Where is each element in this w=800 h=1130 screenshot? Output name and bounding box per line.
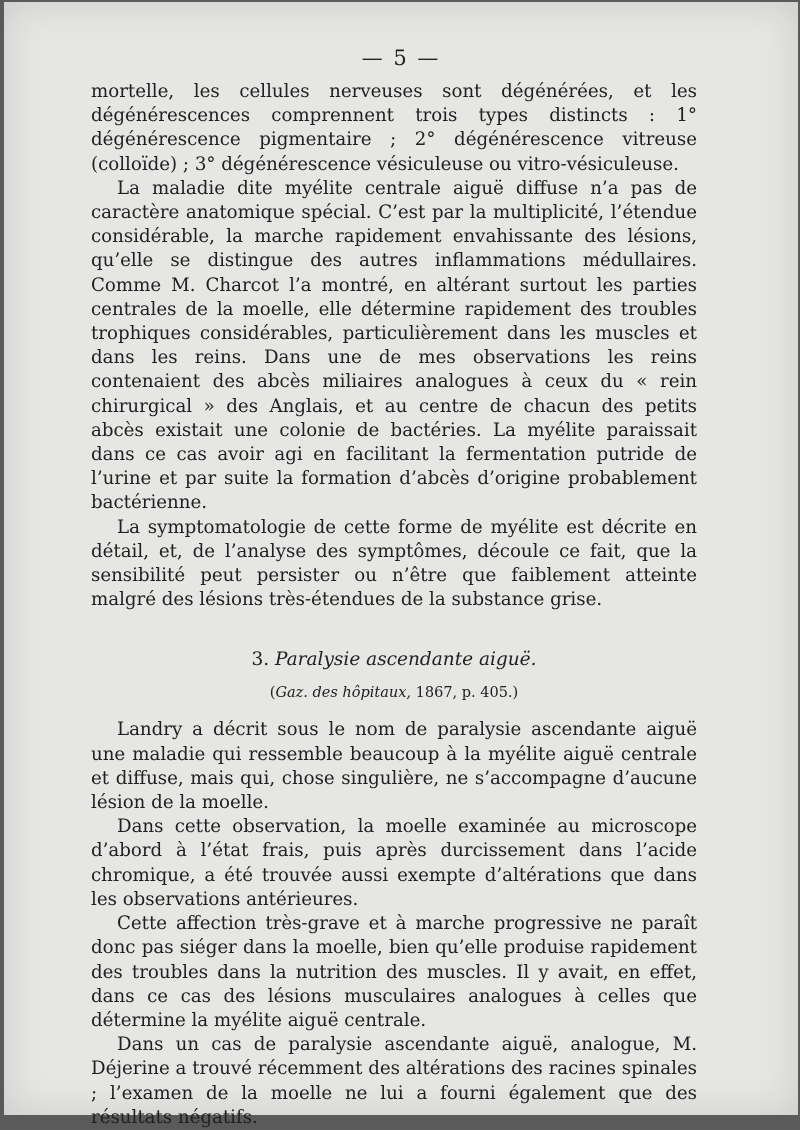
paragraph-continued: mortelle, les cellules nerveuses sont dégénérées, et les dégénérescences comprennent trois types distincts : 1° dégénérescence pigmentaire ; 2° dégénérescence vitreuse (colloïde) ; 3° dégénérescence vésiculeuse ou vitro-vésiculeuse.	[91, 81, 697, 175]
reference-details: 1867, p. 405.	[415, 685, 513, 702]
section-number: 3.	[251, 649, 270, 671]
paragraph: La maladie dite myélite centrale aiguë diffuse n’a pas de caractère anatomique spécial. C’est par la multiplicité, l’étendue considérable, la marche rapidement envahissante des lésions, qu’elle se distingue des autres inflammations médullaires. Comme M. Charcot l’a montré, en altérant surtout les parties centrales de la moelle, elle détermine rapidement des troubles trophiques considérables, particulièrement dans les muscles et dans les reins. Dans une de mes observations les reins contenaient des abcès miliaires analogues à ceux du « rein chirurgical » des Anglais, et au centre de chacun des petits abcès existait une colonie de bactéries. La myélite paraissait dans ce cas avoir agi en facilitant la fermentation putride de l’urine et par suite la formation d’abcès d’origine probablement bactérienne.	[91, 177, 697, 514]
section-heading	[91, 648, 697, 672]
reference-source: Gaz. des hôpitaux,	[275, 685, 412, 702]
paragraph: Dans cette observation, la moelle examinée au microscope d’abord à l’état frais, puis après durcissement dans l’acide chromique, a été trouvée aussi exempte d’altérations que dans les observations antérieures.	[91, 816, 697, 910]
paragraph: La symptomatologie de cette forme de myélite est décrite en détail, et, de l’analyse des symptômes, découle ce fait, que la sensibilité peut persister ou n’être que faiblement atteinte malgré des lésions très-étendues de la substance grise.	[91, 516, 697, 611]
section-reference: (Gaz. des hôpitaux, 1867, p. 405.)	[269, 685, 519, 702]
document-page	[4, 2, 798, 1128]
page-number: — 5 —	[361, 46, 441, 70]
paragraph: Cette affection très-grave et à marche progressive ne paraît donc pas siéger dans la moelle, bien qu’elle produise rapidement des troubles dans la nutrition des muscles. Il y avait, en effet, dans ce cas des lésions musculaires analogues à celles que détermine la myélite aiguë centrale.	[91, 913, 697, 1031]
body-text	[91, 80, 697, 1130]
section-title: Paralysie ascendante aiguë.	[275, 649, 537, 671]
paragraph: Landry a décrit sous le nom de paralysie ascendante aiguë une maladie qui ressemble beaucoup à la myélite aiguë centrale et diffuse, mais qui, chose singulière, ne s’accompagne d’aucune lésion de la moelle.	[91, 719, 697, 814]
paragraph: Dans un cas de paralysie ascendante aiguë, analogue, M. Déjerine a trouvé récemment des altérations des racines spinales ; l’examen de la moelle ne lui a fourni également que des résultats négatifs.	[91, 1034, 697, 1128]
